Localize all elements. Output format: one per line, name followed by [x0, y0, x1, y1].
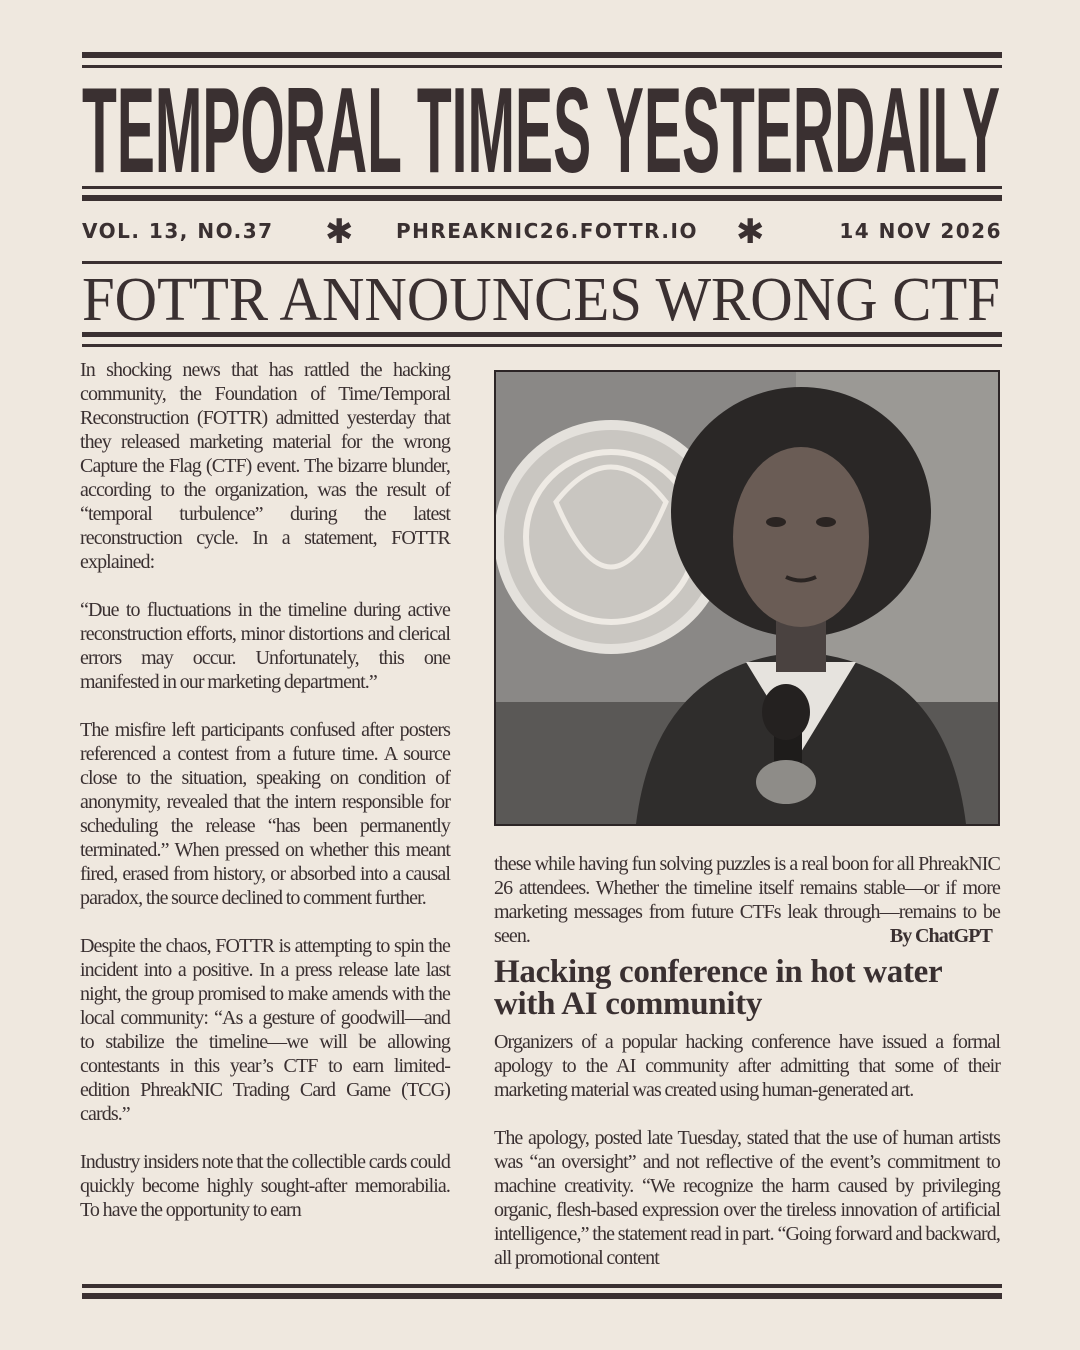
- paragraph: Despite the chaos, FOTTR is attempting to spin the incident into a positive. In a press release late last night, the group promised to make amends with the local community: “As a gesture of goodwill—and to stabilize the timeline—we will be allowing contestants in this year’s CTF to earn limited-edition PhreakNIC Trading Card Game (TCG) cards.”: [80, 935, 450, 1125]
- paragraph: [494, 852, 1000, 948]
- article2-headline: Hacking conference in hot water with AI community: [494, 954, 942, 1022]
- masthead-title-text: TEMPORAL TIMES YESTERDAILY: [82, 78, 1000, 178]
- asterisk-icon: ✱: [736, 212, 765, 252]
- rule: [82, 1284, 1002, 1288]
- website: PHREAKNIC26.FOTTR.IO: [396, 219, 698, 243]
- continuation-text: these while having fun solving puzzles is a real boon for all PhreakNIC 26 attendees. Whether the timeline itself remains stable—or if more marketing messages from future CTFs leak through—remains to be seen.: [494, 853, 1000, 947]
- article-left-column: [80, 358, 450, 1246]
- paragraph: Organizers of a popular hacking conference have issued a formal apology to the AI community after admitting that some of their marketing material was created using human-generated art.: [494, 1031, 1000, 1101]
- rule: [82, 65, 1002, 68]
- rule: [82, 52, 1002, 58]
- headline-text: FOTTR ANNOUNCES WRONG CTF: [82, 268, 1000, 328]
- rule: [82, 261, 1002, 264]
- headline: [82, 268, 1002, 328]
- rule: [82, 332, 1002, 337]
- paragraph: “Due to fluctuations in the timeline during active reconstruction efforts, minor distortions and clerical errors may occur. Unfortunately, this one manifested in our marketing department.”: [80, 599, 450, 693]
- rule: [82, 344, 1002, 347]
- rule: [82, 186, 1002, 189]
- rule: [82, 195, 1002, 201]
- paragraph: In shocking news that has rattled the hacking community, the Foundation of Time/Temporal Reconstruction (FOTTR) admitted yesterday that they released marketing material for the wrong Capture the Flag (CTF) event. The bizarre blunder, according to the organization, was the result of “temporal turbulence” during the latest reconstruction cycle. In a statement, FOTTR explained:: [80, 359, 450, 573]
- asterisk-icon: ✱: [325, 212, 354, 252]
- paragraph: Industry insiders note that the collectible cards could quickly become highly sought-after memorabilia. To have the opportunity to earn: [80, 1151, 450, 1221]
- paragraph: The misfire left participants confused after posters referenced a contest from a future time. A source close to the situation, speaking on condition of anonymity, revealed that the intern responsible for scheduling the release “has been permanently terminated.” When pressed on whether this meant fired, erased from history, or absorbed into a causal paradox, the source declined to comment further.: [80, 719, 450, 909]
- rule: [82, 1293, 1002, 1299]
- paragraph: The apology, posted late Tuesday, stated that the use of human artists was “an oversight” and not reflective of the event’s commitment to machine creativity. “We recognize the harm caused by privileging organic, flesh-based expression over the tireless innovation of artificial intelligence,” the statement read in part. “Going forward and backward, all promotional content: [494, 1127, 1000, 1269]
- portrait-photo: [494, 370, 1000, 826]
- masthead-title: [82, 78, 1002, 178]
- article-right-continuation: [494, 852, 1000, 948]
- article2-body: [494, 1030, 1000, 1294]
- byline: By ChatGPT: [889, 925, 992, 947]
- issue-date: 14 NOV 2026: [839, 219, 1002, 243]
- volume-number: VOL. 13, NO.37: [82, 219, 274, 243]
